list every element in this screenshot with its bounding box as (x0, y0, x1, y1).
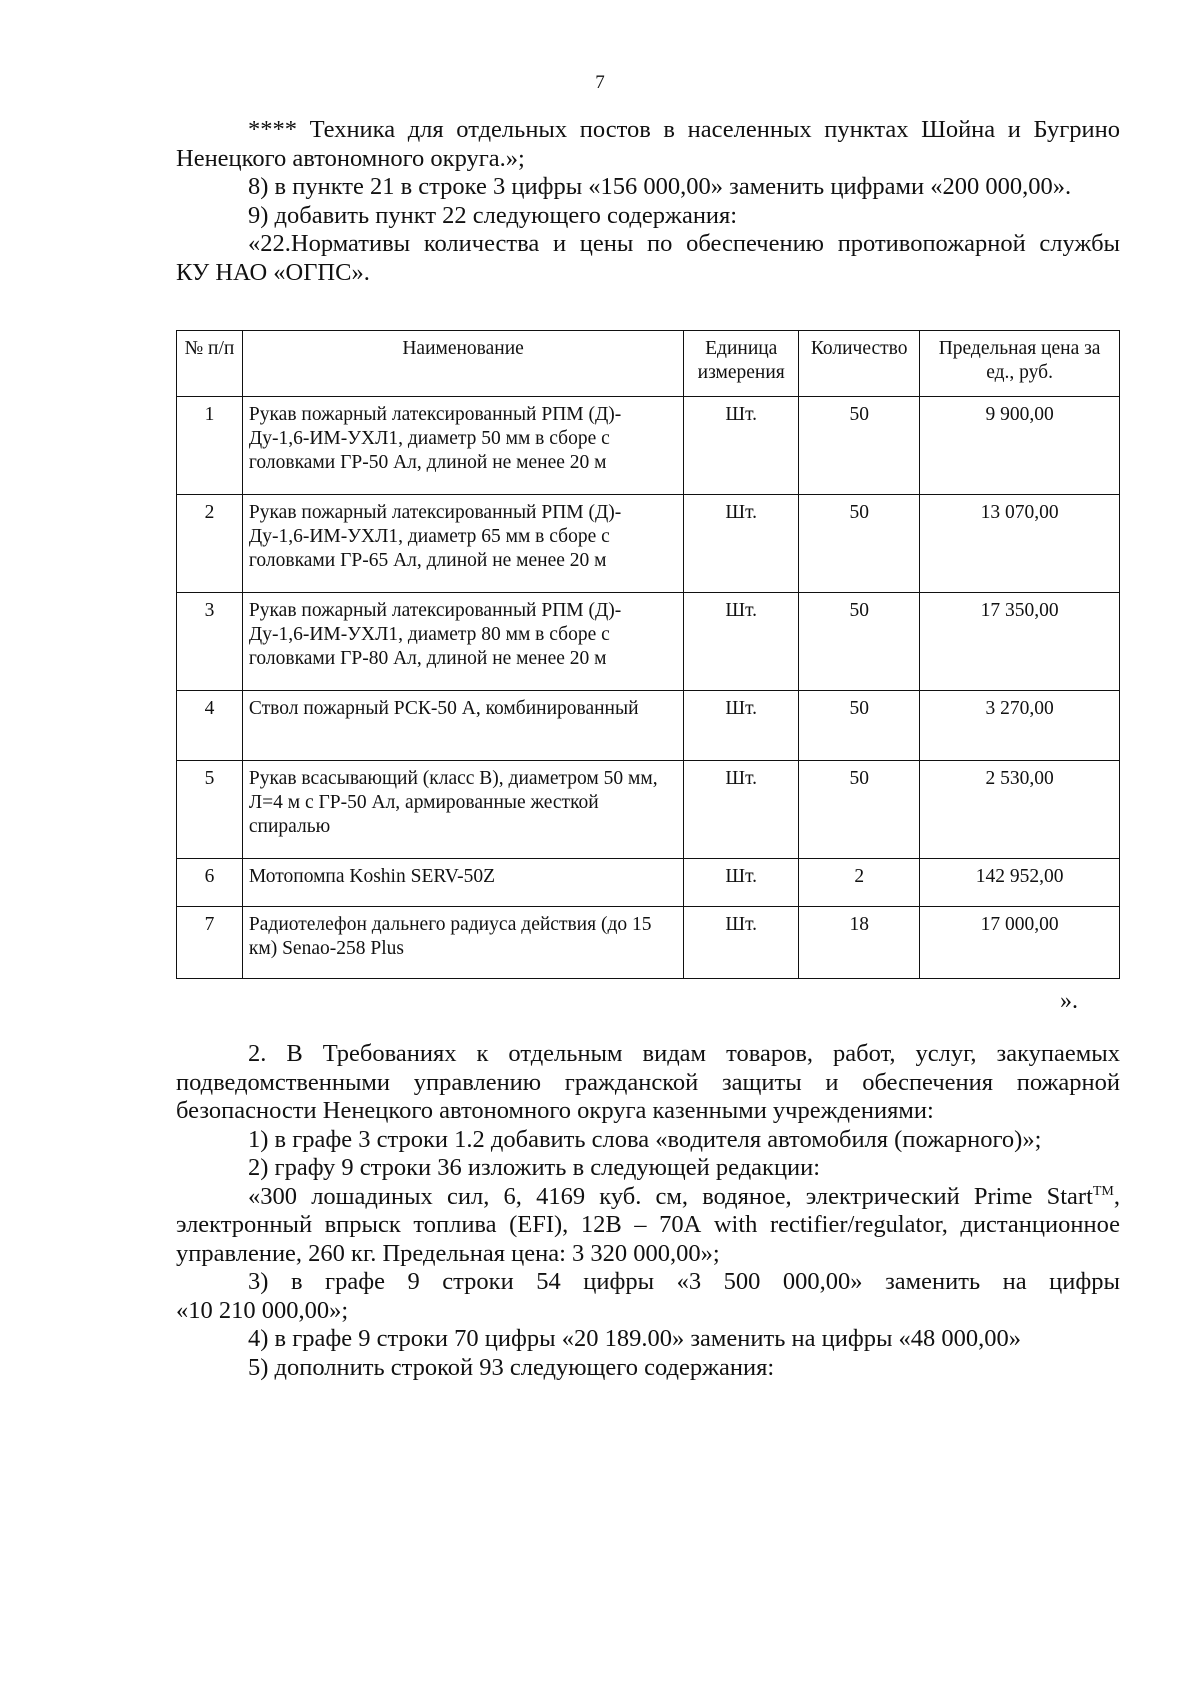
cell-unit: Шт. (684, 907, 799, 979)
footnote-line-1: **** Техника для отдельных постов в населенных пунктах Шойна и Бугрино (248, 116, 1120, 143)
cell-price: 3 270,00 (920, 691, 1120, 761)
cell-qty: 50 (799, 397, 920, 495)
cell-price: 2 530,00 (920, 761, 1120, 859)
table-row (177, 691, 1120, 761)
page-number: 7 (595, 72, 605, 93)
quote-line-2: электронный впрыск топлива (EFI), 12В – 70А with rectifier/regulator, дистанционное (176, 1211, 1120, 1238)
cell-name: Рукав пожарный латексированный РПМ (Д)-Ду-1,6-ИМ-УХЛ1, диаметр 50 мм в сборе с головками ГР-50 Ал, длиной не менее 20 м (242, 397, 683, 495)
cell-price: 17 000,00 (920, 907, 1120, 979)
section-2-line-2: подведомственными управлению гражданской защиты и обеспечения пожарной (176, 1068, 1120, 1096)
cell-price: 9 900,00 (920, 397, 1120, 495)
cell-num: 7 (177, 907, 243, 979)
cell-qty: 50 (799, 761, 920, 859)
cell-num: 5 (177, 761, 243, 859)
table-closing-quote: ». (1060, 988, 1078, 1014)
cell-qty: 50 (799, 495, 920, 593)
section-2-item-3-line-1: 3) в графе 9 строки 54 цифры «3 500 000,00» заменить на цифры (248, 1268, 1120, 1295)
cell-unit: Шт. (684, 859, 799, 907)
cell-price: 142 952,00 (920, 859, 1120, 907)
trademark-mark: TM (1092, 1183, 1114, 1199)
table-row (177, 495, 1120, 593)
section-heading-line-2: КУ НАО «ОГПС». (176, 258, 370, 286)
section-2-line-1: 2. В Требованиях к отдельным видам товаров, работ, услуг, закупаемых (248, 1040, 1120, 1067)
cell-name: Радиотелефон дальнего радиуса действия (до 15 км) Senao-258 Plus (242, 907, 683, 979)
cell-num: 3 (177, 593, 243, 691)
cell-name: Рукав пожарный латексированный РПМ (Д)-Ду-1,6-ИМ-УХЛ1, диаметр 80 мм в сборе с головками ГР-80 Ал, длиной не менее 20 м (242, 593, 683, 691)
cell-unit: Шт. (684, 495, 799, 593)
cell-name: Рукав всасывающий (класс В), диаметром 50 мм, Л=4 м с ГР-50 Ал, армированные жесткой спиралью (242, 761, 683, 859)
cell-num: 4 (177, 691, 243, 761)
section-2-item-4: 4) в графе 9 строки 70 цифры «20 189.00» заменить на цифры «48 000,00» (248, 1325, 1022, 1352)
section-2-item-1: 1) в графе 3 строки 1.2 добавить слова «водителя автомобиля (пожарного)»; (248, 1125, 1042, 1153)
quote-line-1-end: , (1113, 1182, 1120, 1210)
quote-line-1 (176, 1183, 1120, 1212)
item-8: 8) в пункте 21 в строке 3 цифры «156 000,00» заменить цифрами «200 000,00». (248, 173, 1072, 200)
header-name: Наименование (242, 331, 683, 397)
table-header-row (177, 331, 1120, 397)
cell-num: 6 (177, 859, 243, 907)
cell-price: 17 350,00 (920, 593, 1120, 691)
table-row (177, 859, 1120, 907)
cell-num: 1 (177, 397, 243, 495)
table-row (177, 593, 1120, 691)
cell-qty: 50 (799, 691, 920, 761)
quote-line-1-text: «300 лошадиных сил, 6, 4169 куб. см, водяное, электрический Prime Start (248, 1182, 1093, 1210)
header-num: № п/п (177, 331, 243, 397)
table-row (177, 761, 1120, 859)
cell-price: 13 070,00 (920, 495, 1120, 593)
cell-qty: 18 (799, 907, 920, 979)
section-2-item-2: 2) графу 9 строки 36 изложить в следующей редакции: (248, 1154, 821, 1181)
section-2-item-3-line-2: «10 210 000,00»; (176, 1296, 349, 1324)
cell-unit: Шт. (684, 691, 799, 761)
cell-name: Мотопомпа Koshin SERV-50Z (242, 859, 683, 907)
header-qty: Количество (799, 331, 920, 397)
cell-num: 2 (177, 495, 243, 593)
norms-table (176, 330, 1120, 979)
cell-name: Ствол пожарный РСК-50 А, комбинированный (242, 691, 683, 761)
section-2-line-3: безопасности Ненецкого автономного округа казенными учреждениями: (176, 1097, 934, 1124)
cell-unit: Шт. (684, 761, 799, 859)
section-2-block (176, 1040, 1120, 1382)
cell-name: Рукав пожарный латексированный РПМ (Д)-Ду-1,6-ИМ-УХЛ1, диаметр 65 мм в сборе с головками ГР-65 Ал, длиной не менее 20 м (242, 495, 683, 593)
header-unit: Единица измерения (684, 331, 799, 397)
cell-qty: 50 (799, 593, 920, 691)
cell-unit: Шт. (684, 397, 799, 495)
quote-line-3: управление, 260 кг. Предельная цена: 3 320 000,00»; (176, 1239, 720, 1267)
cell-unit: Шт. (684, 593, 799, 691)
cell-qty: 2 (799, 859, 920, 907)
table-row (177, 907, 1120, 979)
header-price: Предельная цена за ед., руб. (920, 331, 1120, 397)
item-9: 9) добавить пункт 22 следующего содержания: (248, 201, 738, 229)
amendment-block-top (176, 116, 1120, 287)
table-row (177, 397, 1120, 495)
section-2-item-5: 5) дополнить строкой 93 следующего содержания: (248, 1353, 775, 1381)
section-heading-line-1: «22.Нормативы количества и цены по обеспечению противопожарной службы (248, 230, 1120, 257)
footnote-line-2: Ненецкого автономного округа.»; (176, 144, 525, 172)
